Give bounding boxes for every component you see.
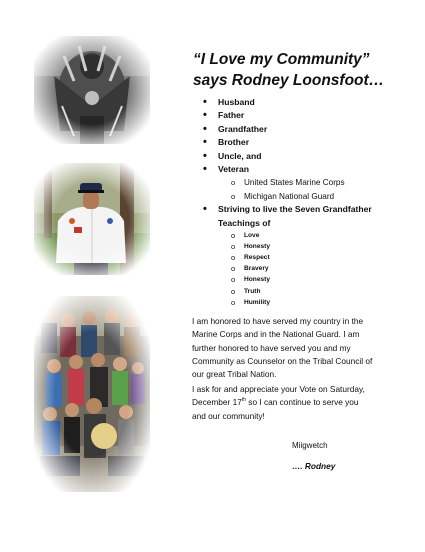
- service-item: o United States Marine Corps: [231, 176, 413, 189]
- teaching-item: o Bravery: [231, 263, 413, 274]
- teachings-heading-line-1: • Striving to live the Seven Grandfather: [218, 204, 372, 215]
- service-paragraph: [192, 315, 412, 381]
- community-group-photo: [34, 296, 150, 492]
- closing-text: Miigwetch: [292, 441, 328, 450]
- paragraph-line: I ask for and appreciate your Vote on Saturday,: [192, 384, 365, 394]
- role-item: • Husband: [203, 96, 413, 109]
- teaching-item: o Love: [231, 230, 413, 241]
- veteran-services-list: [218, 176, 413, 203]
- paragraph-line: Marine Corps and in the National Guard. I am: [192, 329, 360, 340]
- teaching-item: o Honesty: [231, 274, 413, 285]
- paragraph-line: Community as Counselor on the Tribal Council of: [192, 355, 373, 366]
- roles-list: [203, 96, 413, 308]
- teaching-item: o Respect: [231, 252, 413, 263]
- role-item: • Father: [203, 109, 413, 122]
- signature: …. Rodney: [292, 461, 336, 471]
- role-item-veteran: [203, 163, 413, 203]
- role-item: • Grandfather: [203, 123, 413, 136]
- teaching-item: o Truth: [231, 286, 413, 297]
- teaching-item: o Honesty: [231, 241, 413, 252]
- headline-line-2: says Rodney Loonsfoot…: [193, 72, 385, 89]
- date-text: December 17: [192, 397, 242, 408]
- role-item: • Brother: [203, 136, 413, 149]
- role-label: Veteran: [218, 164, 250, 175]
- service-item: o Michigan National Guard: [231, 190, 413, 203]
- paragraph-line: further honored to have served you and my: [192, 342, 351, 353]
- headline-line-1: “I Love my Community”: [193, 51, 370, 68]
- paragraph-line-date: [192, 396, 412, 409]
- paragraph-line: and our community!: [192, 410, 265, 421]
- teachings-heading: [203, 203, 413, 307]
- paragraph-line: I am honored to have served my country in the: [192, 316, 364, 326]
- teachings-heading-line-2: Teachings of: [218, 217, 271, 228]
- uniform-portrait-photo: [34, 163, 150, 275]
- date-line-rest: so I can continue to serve you: [245, 397, 359, 408]
- teaching-item: o Humility: [231, 297, 413, 308]
- teachings-list: [218, 230, 413, 308]
- paragraph-line: our great Tribal Nation.: [192, 369, 277, 380]
- regalia-photo: [34, 36, 150, 144]
- headline: [193, 49, 408, 91]
- vote-paragraph: [192, 383, 412, 423]
- date-ordinal-suffix: th: [241, 397, 246, 404]
- role-item: • Uncle, and: [203, 150, 413, 163]
